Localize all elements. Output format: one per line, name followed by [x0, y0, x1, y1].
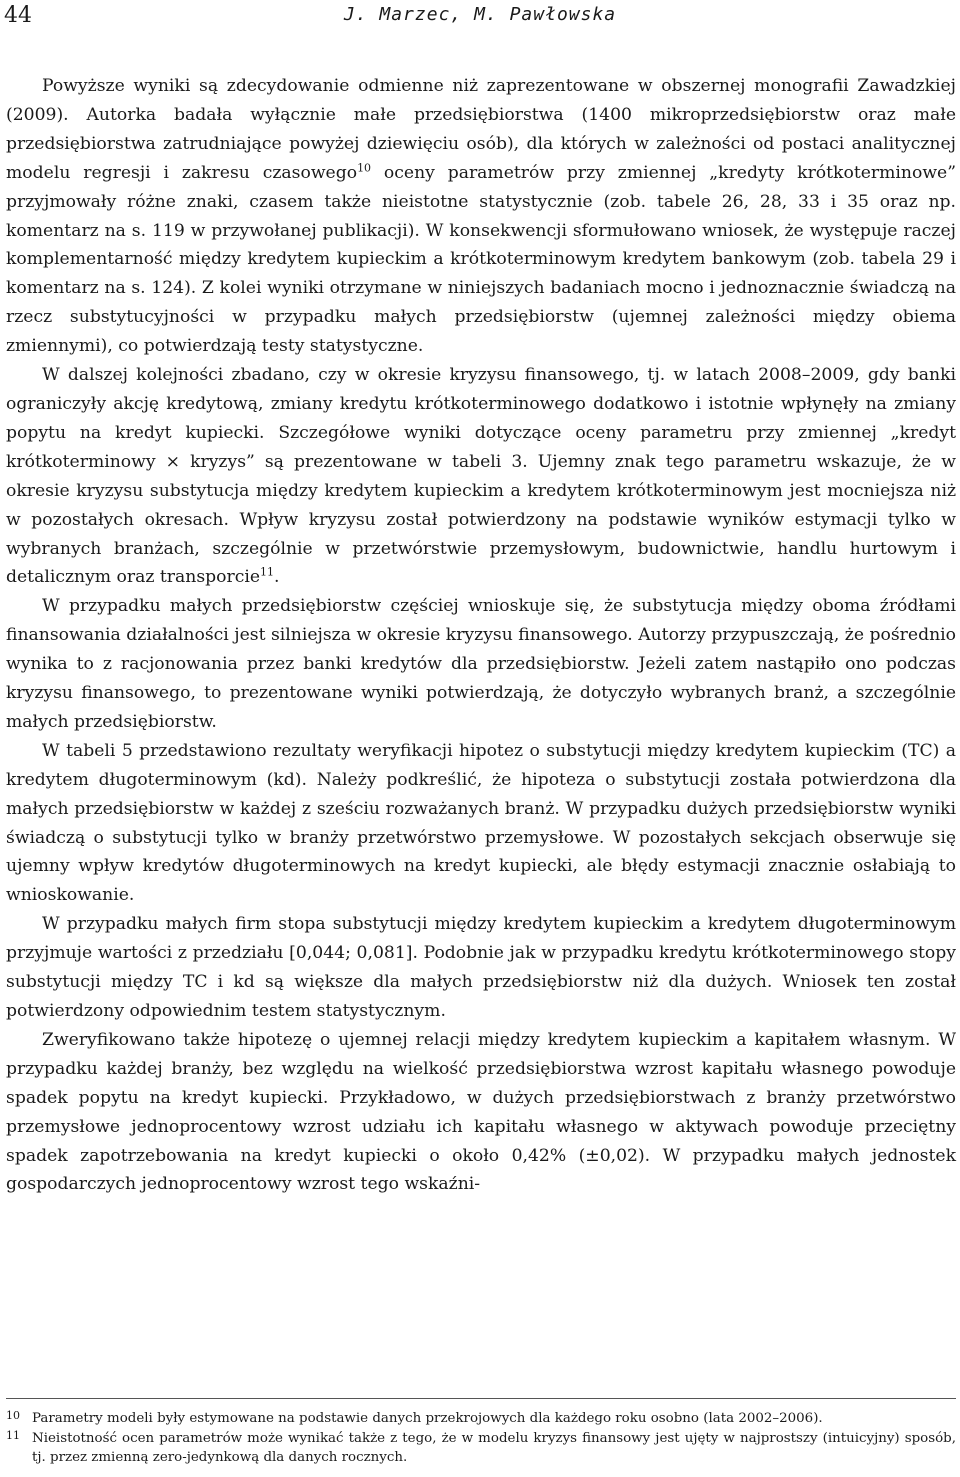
footnote-number: 10: [6, 1409, 20, 1422]
paragraph-3: W przypadku małych przedsiębiorstw częściej wnioskuje się, że substytucja między oboma źródłami finansowania działalności jest silniejsza w okresie kryzysu finansowego. Autorzy przypuszczają, że pośrednio wynika to z racjonowania przez banki kredytów dla przedsiębiorstw. Jeżeli zatem nastąpiło ono podczas kryzysu finansowego, to prezentowane wyniki potwierdzają, że dotyczyło wybranych branż, a szczególnie małych przedsiębiorstw.: [6, 596, 956, 732]
footnotes: [6, 1398, 956, 1468]
paragraph-1-text-b: oceny parametrów przy zmiennej „kredyty krótkoterminowe” przyjmowały różne znaki, czasem także nieistotne statystycznie (zob. tabele 26, 28, 33 i 35 oraz np. komentarz na s. 119 w przywołanej publikacji). W konsekwencji sformułowano wniosek, że występuje raczej komplementarność między kredytem kupieckim a krótkoterminowym kredytem bankowym (zob. tabela 29 i komentarz na s. 124). Z kolei wyniki otrzymane w niniejszych badaniach mocno i jednoznacznie świadczą na rzecz substytucyjności w przypadku małych przedsiębiorstw (ujemnej zależności między obiema zmiennymi), co potwierdzają testy statystyczne.: [6, 162, 956, 357]
running-head: J. Marzec, M. Pawłowska: [343, 4, 617, 25]
footnote-10: [6, 1409, 956, 1429]
footnote-ref-11: 11: [260, 565, 274, 579]
footnote-text: Parametry modeli były estymowane na podstawie danych przekrojowych dla każdego roku osobno (lata 2002–2006).: [32, 1411, 823, 1426]
footnote-text: Nieistotność ocen parametrów może wynikać także z tego, że w modelu kryzys finansowy jest ujęty w najprostszy (intuicyjny) sposób, tj. przez zmienną zero-jedynkową dla danych rocznych.: [32, 1430, 956, 1465]
footnote-number: 11: [6, 1428, 20, 1442]
paragraph-5: W przypadku małych firm stopa substytucji między kredytem kupieckim a kredytem długoterminowym przyjmuje wartości z przedziału [0,044; 0,081]. Podobnie jak w przypadku kredytu krótkoterminowego stopy substytucji między TC i kd są większe dla małych przedsiębiorstw niż dla dużych. Wniosek ten został potwierdzony odpowiednim testem statystycznym.: [6, 914, 956, 1021]
page-number: 44: [4, 3, 32, 28]
paragraph-4: W tabeli 5 przedstawiono rezultaty weryfikacji hipotez o substytucji między kredytem kupieckim (TC) a kredytem długoterminowym (kd). Należy podkreślić, że hipoteza o substytucji została potwierdzona dla małych przedsiębiorstw w każdej z sześciu rozważanych branż. W przypadku dużych przedsiębiorstw wyniki świadczą o substytucji tylko w branży przetwórstwo przemysłowe. W pozostałych sekcjach obserwuje się ujemny wpływ kredytów długoterminowych na kredyt kupiecki, ale błędy estymacji znacznie osłabiają to wnioskowanie.: [6, 740, 956, 906]
paragraph-2-text-b: .: [274, 567, 280, 588]
page-header: [0, 0, 960, 30]
body-text: [6, 72, 956, 1199]
paragraph-2-text-a: W dalszej kolejności zbadano, czy w okresie kryzysu finansowego, tj. w latach 2008–2009, gdy banki ograniczyły akcję kredytową, zmiany kredytu krótkoterminowego dodatkowo i istotnie wpłynęły na zmiany popytu na kredyt kupiecki. Szczegółowe wyniki dotyczące oceny parametru przy zmiennej „kredyt krótkoterminowy × kryzys” są prezentowane w tabeli 3. Ujemny znak tego parametru wskazuje, że w okresie kryzysu substytucja między kredytem kupieckim a kredytem krótkoterminowym jest mocniejsza niż w pozostałych okresach. Wpływ kryzysu został potwierdzony na podstawie wyników estymacji tylko w wybranych branżach, szczególnie w przetwórstwie przemysłowym, budownictwie, handlu hurtowym i detalicznym oraz transporcie: [6, 365, 956, 588]
paragraph-6: Zweryfikowano także hipotezę o ujemnej relacji między kredytem kupieckim a kapitałem własnym. W przypadku każdej branży, bez względu na wielkość przedsiębiorstwa wzrost kapitału własnego powoduje spadek popytu na kredyt kupiecki. Przykładowo, w dużych przedsiębiorstwach z branży przetwórstwo przemysłowe jednoprocentowy wzrost udziału ich kapitału własnego w aktywach powoduje przeciętny spadek zapotrzebowania na kredyt kupiecki o około 0,42% (±0,02). W przypadku małych jednostek gospodarczych jednoprocentowy wzrost tego wskaźni-: [6, 1029, 956, 1195]
paragraph-2: [6, 361, 956, 592]
paragraph-1-text-a: Powyższe wyniki są zdecydowanie odmienne niż zaprezentowane w obszernej monografii Zawadzkiej (2009). Autorka badała wyłącznie małe przedsiębiorstwa (1400 mikroprzedsiębiorstw oraz małe przedsiębiorstwa zatrudniające powyżej dziewięciu osób), dla których w zależności od postaci analitycznej modelu regresji i zakresu czasowego: [6, 76, 956, 183]
footnote-11: [6, 1429, 956, 1468]
paragraph-1: [6, 72, 956, 361]
footnote-ref-10: 10: [357, 160, 372, 174]
